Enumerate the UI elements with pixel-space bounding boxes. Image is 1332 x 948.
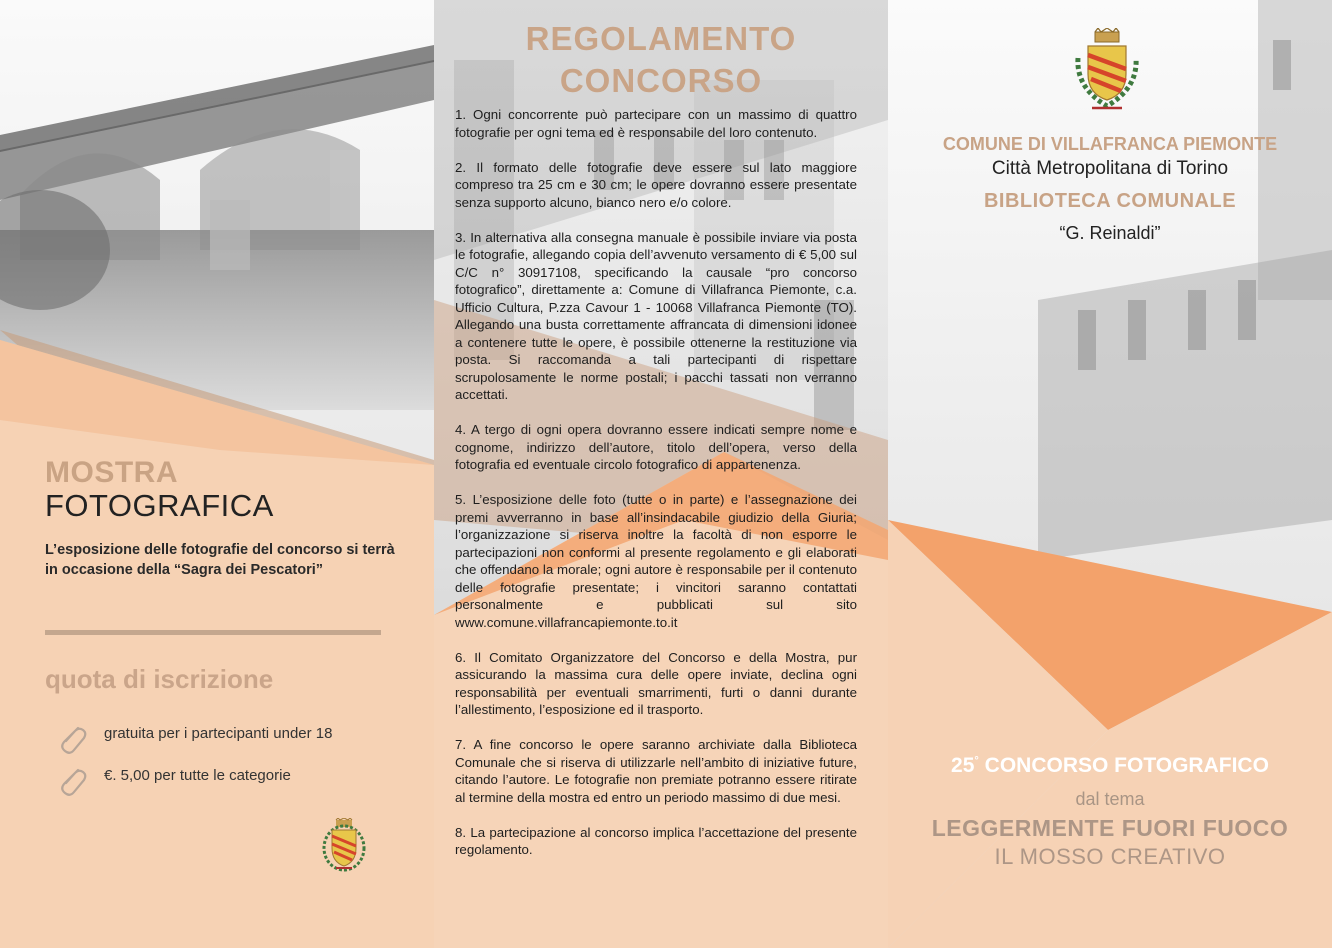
rule-1: 1. Ogni concorrente può partecipare con un massimo di quattro fotografie per ogni tema ed è responsabile del loro contenuto.	[455, 107, 857, 140]
left-panel	[0, 0, 434, 948]
rule-4: 4. A tergo di ogni opera dovranno essere indicati sempre nome e cognome, indirizzo dell’autore, titolo dell’opera, verso della fotografia ed eventuale circolo fotografico di appartenenza.	[455, 422, 857, 472]
middle-panel	[434, 0, 888, 948]
rules-list	[455, 106, 857, 876]
concorso-text: CONCORSO FOTOGRAFICO	[978, 754, 1269, 777]
rule-7: 7. A fine concorso le opere saranno archiviate dalla Biblioteca Comunale che si riserva di utilizzarle nell’ambito di iniziative future, citando l’autore. Le fotografie non premiate potranno essere ritirate al termine della mostra ed entro un periodo massimo di due mesi.	[455, 737, 857, 805]
coat-of-arms-icon	[1072, 28, 1142, 114]
exhibition-text: L’esposizione delle fotografie del concorso si terrà in occasione della “Sagra dei Pescatori”	[45, 542, 395, 578]
regolamento-title-line1: REGOLAMENTO	[525, 20, 797, 57]
divider	[45, 630, 381, 635]
dal-tema: dal tema	[1075, 789, 1145, 809]
fotografica-heading: FOTOGRAFICA	[45, 488, 274, 523]
rule-8: 8. La partecipazione al concorso implica l’accettazione del presente regolamento.	[455, 824, 857, 857]
rule-2: 2. Il formato delle fotografie deve essere sul lato maggiore compreso tra 25 cm e 30 cm; le opere dovranno essere presentate senza supporto alcuno, bianco nero e/o colore.	[455, 159, 857, 210]
mostra-heading: MOSTRA	[45, 456, 178, 489]
right-panel	[888, 0, 1332, 948]
regolamento-title-line2: CONCORSO	[559, 62, 763, 99]
rule-3: 3. In alternativa alla consegna manuale è possibile inviare via posta le fotografie, allegando copia dell’avvenuto versamento di € 5,00 sul C/C n° 30917108, specificando la causale “pro concorso fotografico”, direttamente a: Comune di Villafranca Piemonte, c.a. Ufficio Cultura, P.zza Cavour 1 - 10068 Villafranca Piemonte (TO). Allegando una busta correttamente affrancata di dimensioni idonee a contenere tutte le opere, è possibile ottenerne la restituzione via posta. Si raccomanda a tali partecipanti di rispettare scrupolosamente le norme postali; i pacchi tassati non verranno accettati.	[455, 229, 857, 402]
comune-name: COMUNE DI VILLAFRANCA PIEMONTE	[942, 134, 1278, 154]
tema-line2: IL MOSSO CREATIVO	[994, 844, 1226, 869]
rule-5: 5. L’esposizione delle foto (tutte o in parte) e l’assegnazione dei premi avverranno in base all’insindacabile giudizio della Giuria; l’organizzazione si riserva inoltre la facoltà di non esporre le partecipazioni non conformi al presente regolamento e gli elaborati che offendano la morale; ogni autore è responsabile per il contenuto delle fotografie presentate; i vincitori saranno contattati personalmente e pubblicati sul sito www.comune.villafrancapiemonte.to.it	[455, 492, 857, 630]
concorso-degree: °	[974, 755, 979, 767]
coat-of-arms-icon	[322, 818, 366, 874]
paperclip-icon	[56, 722, 90, 756]
concorso-title	[888, 754, 1332, 778]
fee-item-all-categories: €. 5,00 per tutte le categorie	[104, 767, 291, 784]
rule-6: 6. Il Comitato Organizzatore del Concorso e della Mostra, pur assicurando la massima cura delle opere inviate, declina ogni responsabilità per eventuali smarrimenti, furti o danni durante l’allestimento, l’esposizione ed il trasporto.	[455, 649, 857, 717]
citta-metropolitana: Città Metropolitana di Torino	[991, 158, 1229, 179]
biblioteca-dedication: “G. Reinaldi”	[1059, 223, 1161, 243]
fee-item-under18: gratuita per i partecipanti under 18	[104, 725, 333, 742]
tema-line1: LEGGERMENTE FUORI FUOCO	[931, 815, 1289, 841]
paperclip-icon	[56, 764, 90, 798]
biblioteca-name: BIBLIOTECA COMUNALE	[983, 190, 1237, 212]
regolamento-title	[434, 18, 888, 102]
concorso-number: 25	[951, 754, 975, 777]
quota-title: quota di iscrizione	[45, 664, 274, 694]
